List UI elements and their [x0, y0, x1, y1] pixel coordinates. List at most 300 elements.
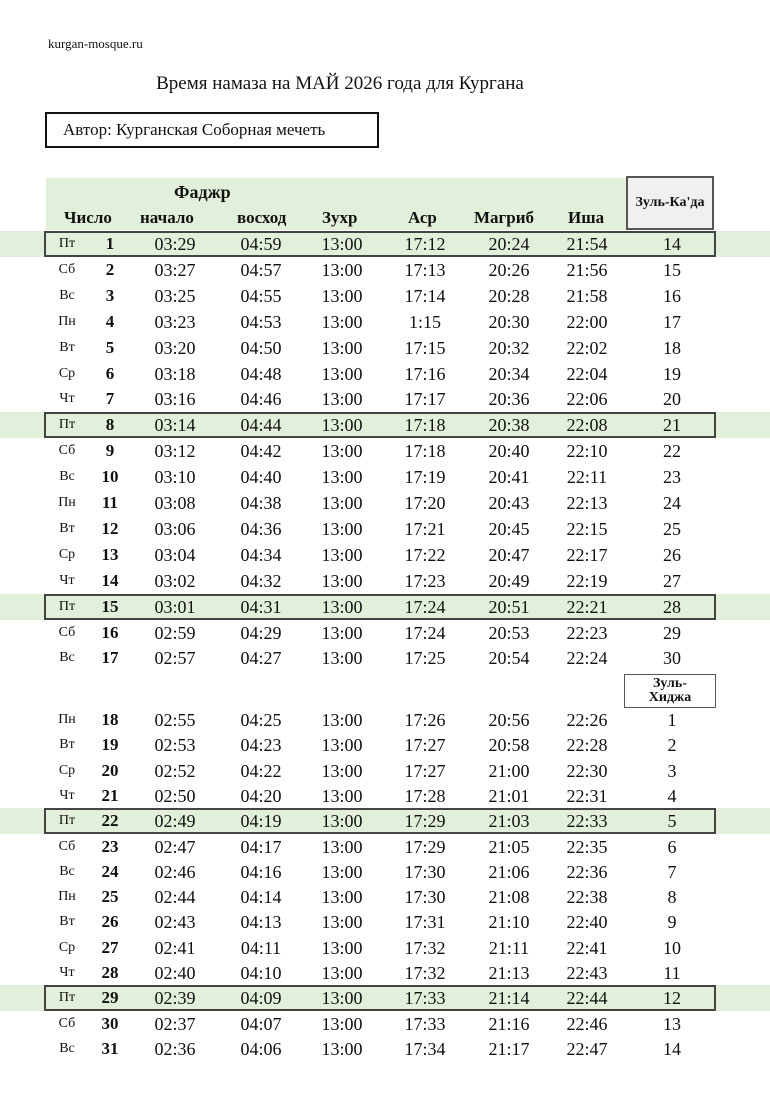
day-number-cell: 23 — [101, 836, 119, 856]
sunrise-cell: 04:07 — [240, 1013, 282, 1034]
hijri-day-cell: 14 — [663, 1038, 681, 1059]
fajr-start-cell: 03:27 — [154, 259, 196, 280]
day-number-cell: 25 — [101, 887, 119, 907]
maghrib-cell: 20:54 — [488, 648, 530, 669]
dhuhr-cell: 13:00 — [321, 415, 363, 436]
table-row — [0, 464, 770, 490]
fajr-start-cell: 03:12 — [154, 441, 196, 462]
sunrise-cell: 04:42 — [240, 441, 282, 462]
asr-cell: 17:21 — [404, 518, 446, 539]
day-number-cell: 5 — [105, 337, 115, 357]
asr-cell: 17:20 — [404, 493, 446, 513]
isha-cell: 22:10 — [566, 441, 608, 462]
fajr-start-cell: 02:55 — [154, 710, 196, 730]
maghrib-cell: 20:30 — [488, 311, 530, 332]
sunrise-cell: 04:20 — [240, 785, 282, 806]
dhuhr-cell: 13:00 — [321, 234, 363, 254]
hijri-day-cell: 22 — [663, 441, 681, 462]
maghrib-cell: 21:00 — [488, 760, 530, 781]
sunrise-cell: 04:38 — [240, 493, 282, 513]
fajr-start-cell: 02:36 — [154, 1038, 196, 1059]
fajr-start-cell: 02:37 — [154, 1013, 196, 1034]
hijri-day-cell: 7 — [667, 861, 677, 882]
hijri-day-cell: 25 — [663, 518, 681, 539]
dhuhr-cell: 13:00 — [321, 363, 363, 384]
table-row — [0, 884, 770, 910]
asr-cell: 17:29 — [404, 836, 446, 857]
fajr-start-cell: 03:08 — [154, 493, 196, 513]
hijri-day-cell: 20 — [663, 389, 681, 410]
fajr-start-cell: 03:25 — [154, 285, 196, 306]
maghrib-cell: 21:14 — [488, 988, 530, 1009]
maghrib-cell: 21:16 — [488, 1013, 530, 1034]
isha-cell: 22:41 — [566, 937, 608, 958]
asr-cell: 17:29 — [404, 811, 446, 832]
table-row — [0, 490, 770, 516]
maghrib-cell: 20:34 — [488, 363, 530, 384]
header-fajr-start: начало — [140, 208, 194, 227]
weekday-cell: Сб — [58, 443, 76, 459]
isha-cell: 22:30 — [566, 760, 608, 781]
weekday-cell: Ср — [58, 546, 76, 562]
fajr-start-cell: 03:01 — [154, 596, 196, 617]
asr-cell: 17:19 — [404, 467, 446, 488]
dhuhr-cell: 13:00 — [321, 259, 363, 280]
asr-cell: 17:33 — [404, 988, 446, 1009]
hijri-day-cell: 3 — [667, 760, 677, 781]
sunrise-cell: 04:14 — [240, 887, 282, 908]
maghrib-cell: 21:01 — [488, 785, 530, 806]
fajr-start-cell: 03:23 — [154, 311, 196, 332]
sunrise-cell: 04:36 — [240, 518, 282, 539]
hijri-day-cell: 24 — [663, 493, 681, 513]
isha-cell: 22:08 — [566, 415, 608, 436]
sunrise-cell: 04:55 — [240, 285, 282, 306]
maghrib-cell: 20:53 — [488, 622, 530, 643]
maghrib-cell: 20:24 — [488, 234, 530, 254]
weekday-cell: Пн — [58, 313, 76, 329]
asr-cell: 17:16 — [404, 363, 446, 384]
table-row — [0, 783, 770, 809]
maghrib-cell: 20:41 — [488, 467, 530, 488]
isha-cell: 22:13 — [566, 493, 608, 513]
asr-cell: 17:34 — [404, 1038, 446, 1059]
table-row — [0, 231, 770, 257]
dhuhr-cell: 13:00 — [321, 785, 363, 806]
day-number-cell: 3 — [105, 285, 115, 305]
weekday-cell: Вс — [59, 863, 75, 879]
table-row — [0, 707, 770, 733]
dhuhr-cell: 13:00 — [321, 389, 363, 410]
hijri-day-cell: 13 — [663, 1013, 681, 1034]
asr-cell: 17:24 — [404, 596, 446, 617]
day-number-cell: 19 — [101, 735, 119, 755]
weekday-cell: Пт — [58, 813, 76, 829]
maghrib-cell: 20:32 — [488, 337, 530, 358]
author-box: Автор: Курганская Соборная мечеть — [45, 112, 379, 148]
table-row — [0, 283, 770, 309]
weekday-cell: Чт — [59, 787, 75, 803]
isha-cell: 22:19 — [566, 570, 608, 591]
asr-cell: 17:18 — [404, 441, 446, 462]
dhuhr-cell: 13:00 — [321, 1013, 363, 1034]
weekday-cell: Вс — [59, 650, 75, 666]
asr-cell: 17:30 — [404, 887, 446, 908]
weekday-cell: Пн — [58, 889, 76, 905]
hijri-day-cell: 14 — [663, 234, 681, 254]
fajr-start-cell: 03:14 — [154, 415, 196, 436]
isha-cell: 22:31 — [566, 785, 608, 806]
day-number-cell: 6 — [105, 363, 115, 383]
weekday-cell: Чт — [59, 391, 75, 407]
fajr-start-cell: 03:10 — [154, 467, 196, 488]
weekday-cell: Чт — [59, 965, 75, 980]
sunrise-cell: 04:19 — [240, 811, 282, 832]
isha-cell: 21:56 — [566, 259, 608, 280]
sunrise-cell: 04:25 — [240, 710, 282, 730]
fajr-start-cell: 02:52 — [154, 760, 196, 781]
sunrise-cell: 04:27 — [240, 648, 282, 669]
hijri-day-cell: 16 — [663, 285, 681, 306]
fajr-start-cell: 03:18 — [154, 363, 196, 384]
isha-cell: 22:40 — [566, 912, 608, 933]
sunrise-cell: 04:10 — [240, 963, 282, 983]
day-number-cell: 26 — [101, 912, 119, 932]
dhuhr-cell: 13:00 — [321, 570, 363, 591]
isha-cell: 22:44 — [566, 988, 608, 1009]
fajr-start-cell: 02:43 — [154, 912, 196, 933]
asr-cell: 17:12 — [404, 234, 446, 254]
dhuhr-cell: 13:00 — [321, 544, 363, 565]
sunrise-cell: 04:09 — [240, 988, 282, 1009]
table-row — [0, 935, 770, 961]
sunrise-cell: 04:17 — [240, 836, 282, 857]
hijri-day-cell: 27 — [663, 570, 681, 591]
dhuhr-cell: 13:00 — [321, 811, 363, 832]
sunrise-cell: 04:11 — [240, 937, 282, 958]
day-number-cell: 18 — [101, 710, 119, 729]
header-isha: Иша — [568, 208, 605, 227]
weekday-cell: Вт — [59, 737, 75, 753]
isha-cell: 22:15 — [566, 518, 608, 539]
isha-cell: 22:36 — [566, 861, 608, 882]
isha-cell: 22:11 — [566, 467, 608, 488]
day-number-cell: 28 — [101, 963, 119, 982]
fajr-start-cell: 02:53 — [154, 735, 196, 756]
hijri-day-cell: 19 — [663, 363, 681, 384]
asr-cell: 17:17 — [404, 389, 446, 410]
hijri-day-cell: 10 — [663, 937, 681, 958]
day-number-cell: 2 — [105, 259, 115, 279]
day-number-cell: 22 — [101, 811, 119, 831]
fajr-start-cell: 02:57 — [154, 648, 196, 669]
day-number-cell: 7 — [105, 389, 115, 409]
asr-cell: 17:24 — [404, 622, 446, 643]
sunrise-cell: 04:53 — [240, 311, 282, 332]
isha-cell: 22:04 — [566, 363, 608, 384]
weekday-cell: Ср — [58, 762, 76, 778]
fajr-start-cell: 03:16 — [154, 389, 196, 410]
header-asr: Аср — [408, 208, 437, 227]
day-number-cell: 24 — [101, 861, 119, 881]
hijri-day-cell: 4 — [667, 785, 677, 806]
hijri-day-cell: 8 — [667, 887, 677, 908]
day-number-cell: 1 — [105, 234, 115, 253]
asr-cell: 17:27 — [404, 760, 446, 781]
fajr-start-cell: 02:41 — [154, 937, 196, 958]
weekday-cell: Пн — [58, 495, 76, 510]
sunrise-cell: 04:34 — [240, 544, 282, 565]
asr-cell: 17:15 — [404, 337, 446, 358]
maghrib-cell: 21:05 — [488, 836, 530, 857]
header-hijri-month-2 — [624, 674, 716, 708]
header-hijri-month-2-line2: Хиджа — [648, 690, 692, 705]
header-fajr: Фаджр — [174, 182, 231, 202]
weekday-cell: Вс — [59, 469, 75, 485]
hijri-day-cell: 18 — [663, 337, 681, 358]
fajr-start-cell: 02:49 — [154, 811, 196, 832]
fajr-start-cell: 02:47 — [154, 836, 196, 857]
table-row — [0, 960, 770, 986]
maghrib-cell: 20:45 — [488, 518, 530, 539]
table-row — [0, 985, 770, 1011]
isha-cell: 22:46 — [566, 1013, 608, 1034]
isha-cell: 22:47 — [566, 1038, 608, 1059]
asr-cell: 1:15 — [408, 311, 441, 332]
hijri-day-cell: 12 — [663, 988, 681, 1009]
maghrib-cell: 20:49 — [488, 570, 530, 591]
table-row — [0, 1011, 770, 1037]
table-row — [0, 257, 770, 283]
fajr-start-cell: 02:44 — [154, 887, 196, 908]
asr-cell: 17:31 — [404, 912, 446, 933]
maghrib-cell: 20:38 — [488, 415, 530, 436]
weekday-cell: Вт — [59, 914, 75, 930]
weekday-cell: Сб — [58, 624, 76, 640]
hijri-day-cell: 21 — [663, 415, 681, 436]
header-hijri-month-1: Зуль-Ка'да — [626, 176, 714, 230]
day-number-cell: 14 — [101, 570, 119, 590]
hijri-day-cell: 17 — [663, 311, 681, 332]
hijri-day-cell: 23 — [663, 467, 681, 488]
dhuhr-cell: 13:00 — [321, 887, 363, 908]
asr-cell: 17:13 — [404, 259, 446, 280]
dhuhr-cell: 13:00 — [321, 518, 363, 539]
hijri-day-cell: 11 — [663, 963, 681, 983]
table-row — [0, 834, 770, 860]
maghrib-cell: 21:06 — [488, 861, 530, 882]
maghrib-cell: 20:58 — [488, 735, 530, 756]
fajr-start-cell: 02:46 — [154, 861, 196, 882]
maghrib-cell: 21:13 — [488, 963, 530, 983]
sunrise-cell: 04:31 — [240, 596, 282, 617]
table-row — [0, 620, 770, 646]
asr-cell: 17:30 — [404, 861, 446, 882]
isha-cell: 22:38 — [566, 887, 608, 908]
day-number-cell: 9 — [105, 441, 115, 461]
fajr-start-cell: 03:29 — [154, 234, 196, 254]
dhuhr-cell: 13:00 — [321, 735, 363, 756]
dhuhr-cell: 13:00 — [321, 710, 363, 730]
day-number-cell: 17 — [101, 648, 119, 668]
hijri-day-cell: 29 — [663, 622, 681, 643]
table-row — [0, 594, 770, 620]
sunrise-cell: 04:57 — [240, 259, 282, 280]
table-row — [0, 412, 770, 438]
day-number-cell: 27 — [101, 937, 119, 957]
hijri-day-cell: 30 — [663, 648, 681, 669]
maghrib-cell: 20:43 — [488, 493, 530, 513]
dhuhr-cell: 13:00 — [321, 912, 363, 933]
maghrib-cell: 21:08 — [488, 887, 530, 908]
hijri-day-cell: 5 — [667, 811, 677, 832]
hijri-day-cell: 6 — [667, 836, 677, 857]
table-row — [0, 732, 770, 758]
hijri-day-cell: 28 — [663, 596, 681, 617]
day-number-cell: 29 — [101, 988, 119, 1008]
fajr-start-cell: 03:04 — [154, 544, 196, 565]
hijri-day-cell: 15 — [663, 259, 681, 280]
table-row — [0, 335, 770, 361]
weekday-cell: Ср — [58, 939, 76, 955]
isha-cell: 21:58 — [566, 285, 608, 306]
weekday-cell: Ср — [58, 365, 76, 381]
dhuhr-cell: 13:00 — [321, 311, 363, 332]
dhuhr-cell: 13:00 — [321, 337, 363, 358]
asr-cell: 17:27 — [404, 735, 446, 756]
dhuhr-cell: 13:00 — [321, 861, 363, 882]
table-row — [0, 542, 770, 568]
dhuhr-cell: 13:00 — [321, 622, 363, 643]
weekday-cell: Пт — [58, 236, 76, 251]
header-sunrise: восход — [237, 208, 287, 227]
day-number-cell: 20 — [101, 760, 119, 780]
maghrib-cell: 20:26 — [488, 259, 530, 280]
dhuhr-cell: 13:00 — [321, 441, 363, 462]
sunrise-cell: 04:46 — [240, 389, 282, 410]
dhuhr-cell: 13:00 — [321, 836, 363, 857]
table-row — [0, 386, 770, 412]
sunrise-cell: 04:48 — [240, 363, 282, 384]
header-maghrib: Магриб — [474, 208, 535, 227]
dhuhr-cell: 13:00 — [321, 648, 363, 669]
table-row — [0, 568, 770, 594]
weekday-cell: Пт — [58, 990, 76, 1006]
asr-cell: 17:26 — [404, 710, 446, 730]
asr-cell: 17:32 — [404, 937, 446, 958]
hijri-day-cell: 9 — [667, 912, 677, 933]
header-hijri-month-2-line1: Зуль- — [653, 676, 687, 691]
isha-cell: 22:02 — [566, 337, 608, 358]
hijri-day-cell: 26 — [663, 544, 681, 565]
day-number-cell: 13 — [101, 544, 119, 564]
table-row — [0, 438, 770, 464]
weekday-cell: Вт — [59, 339, 75, 355]
sunrise-cell: 04:06 — [240, 1038, 282, 1059]
dhuhr-cell: 13:00 — [321, 760, 363, 781]
day-number-cell: 10 — [101, 467, 119, 487]
site-url: kurgan-mosque.ru — [48, 36, 143, 51]
sunrise-cell: 04:50 — [240, 337, 282, 358]
dhuhr-cell: 13:00 — [321, 467, 363, 488]
table-row — [0, 758, 770, 784]
isha-cell: 22:00 — [566, 311, 608, 332]
isha-cell: 22:17 — [566, 544, 608, 565]
dhuhr-cell: 13:00 — [321, 937, 363, 958]
table-row — [0, 645, 770, 671]
weekday-cell: Вт — [59, 520, 75, 536]
sunrise-cell: 04:59 — [240, 234, 282, 254]
weekday-cell: Сб — [58, 261, 76, 277]
dhuhr-cell: 13:00 — [321, 596, 363, 617]
table-row — [0, 516, 770, 542]
isha-cell: 22:24 — [566, 648, 608, 669]
table-row — [0, 909, 770, 935]
maghrib-cell: 20:51 — [488, 596, 530, 617]
maghrib-cell: 21:17 — [488, 1038, 530, 1059]
day-number-cell: 31 — [101, 1038, 119, 1058]
isha-cell: 22:26 — [566, 710, 608, 730]
sunrise-cell: 04:13 — [240, 912, 282, 933]
header-dhuhr: Зухр — [322, 208, 358, 227]
isha-cell: 22:35 — [566, 836, 608, 857]
fajr-start-cell: 03:02 — [154, 570, 196, 591]
weekday-cell: Пт — [58, 598, 76, 614]
asr-cell: 17:14 — [404, 285, 446, 306]
fajr-start-cell: 03:06 — [154, 518, 196, 539]
isha-cell: 21:54 — [566, 234, 608, 254]
sunrise-cell: 04:29 — [240, 622, 282, 643]
weekday-cell: Сб — [58, 1015, 76, 1031]
asr-cell: 17:28 — [404, 785, 446, 806]
sunrise-cell: 04:40 — [240, 467, 282, 488]
table-row — [0, 808, 770, 834]
day-number-cell: 12 — [101, 518, 119, 538]
asr-cell: 17:25 — [404, 648, 446, 669]
sunrise-cell: 04:32 — [240, 570, 282, 591]
maghrib-cell: 20:36 — [488, 389, 530, 410]
isha-cell: 22:21 — [566, 596, 608, 617]
header-day: Число — [64, 208, 112, 227]
day-number-cell: 8 — [105, 415, 115, 435]
table-row — [0, 1036, 770, 1062]
day-number-cell: 30 — [101, 1013, 119, 1033]
maghrib-cell: 20:28 — [488, 285, 530, 306]
asr-cell: 17:22 — [404, 544, 446, 565]
weekday-cell: Чт — [59, 572, 75, 588]
sunrise-cell: 04:16 — [240, 861, 282, 882]
dhuhr-cell: 13:00 — [321, 285, 363, 306]
weekday-cell: Сб — [58, 838, 76, 854]
weekday-cell: Вс — [59, 287, 75, 303]
fajr-start-cell: 02:50 — [154, 785, 196, 806]
dhuhr-cell: 13:00 — [321, 493, 363, 513]
isha-cell: 22:33 — [566, 811, 608, 832]
maghrib-cell: 20:40 — [488, 441, 530, 462]
hijri-day-cell: 1 — [667, 710, 677, 730]
day-number-cell: 15 — [101, 596, 119, 616]
sunrise-cell: 04:44 — [240, 415, 282, 436]
isha-cell: 22:28 — [566, 735, 608, 756]
table-row — [0, 309, 770, 335]
fajr-start-cell: 02:39 — [154, 988, 196, 1009]
isha-cell: 22:43 — [566, 963, 608, 983]
weekday-cell: Пн — [58, 712, 76, 727]
day-number-cell: 11 — [101, 493, 119, 512]
asr-cell: 17:18 — [404, 415, 446, 436]
maghrib-cell: 20:47 — [488, 544, 530, 565]
isha-cell: 22:06 — [566, 389, 608, 410]
